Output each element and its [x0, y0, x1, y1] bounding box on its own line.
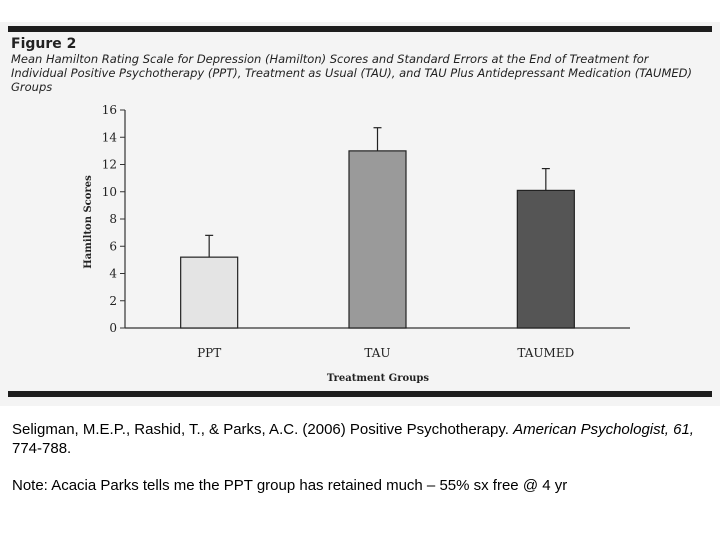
- bar-taumed: [517, 190, 574, 328]
- y-tick-label: 8: [109, 212, 117, 226]
- figure-label: Figure 2: [11, 36, 77, 52]
- figure-caption: Mean Hamilton Rating Scale for Depression (Hamilton) Scores and Standard Errors at the End of Treatment for Individual Positive Psychotherapy (PPT), Treatment as Usual (TAU), and TAU Plus Antidepressant Medication (TAUMED) Groups: [11, 52, 692, 94]
- y-tick-label: 10: [101, 184, 117, 199]
- x-tick-labels: [197, 346, 574, 360]
- y-tick-label: 12: [101, 157, 117, 172]
- citation: [12, 420, 712, 458]
- note: Note: Acacia Parks tells me the PPT group has retained much – 55% sx free @ 4 yr: [12, 477, 568, 494]
- x-axis-label: Treatment Groups: [326, 373, 430, 384]
- y-axis-label: Hamilton Scores: [83, 175, 94, 269]
- citation-pages: 774-788.: [12, 440, 72, 457]
- x-tick-label-ppt: PPT: [197, 346, 222, 360]
- y-tick-label: 16: [101, 103, 117, 117]
- y-tick-label: 0: [109, 321, 117, 335]
- bar-ppt: [181, 257, 238, 328]
- y-tick-label: 2: [109, 293, 117, 308]
- citation-journal: American Psychologist, 61,: [513, 421, 694, 438]
- citation-authors: Seligman, M.E.P., Rashid, T., & Parks, A.C. (2006) Positive Psychotherapy.: [12, 421, 514, 438]
- y-tick-label: 6: [109, 239, 117, 254]
- y-tick-label: 4: [109, 266, 117, 281]
- bars-group: [181, 151, 575, 328]
- x-tick-label-taumed: TAUMED: [517, 346, 575, 360]
- figure-bottom-rule: [8, 391, 712, 397]
- bar-tau: [349, 151, 406, 328]
- x-tick-label-tau: TAU: [364, 346, 391, 360]
- y-tick-label: 14: [101, 130, 117, 145]
